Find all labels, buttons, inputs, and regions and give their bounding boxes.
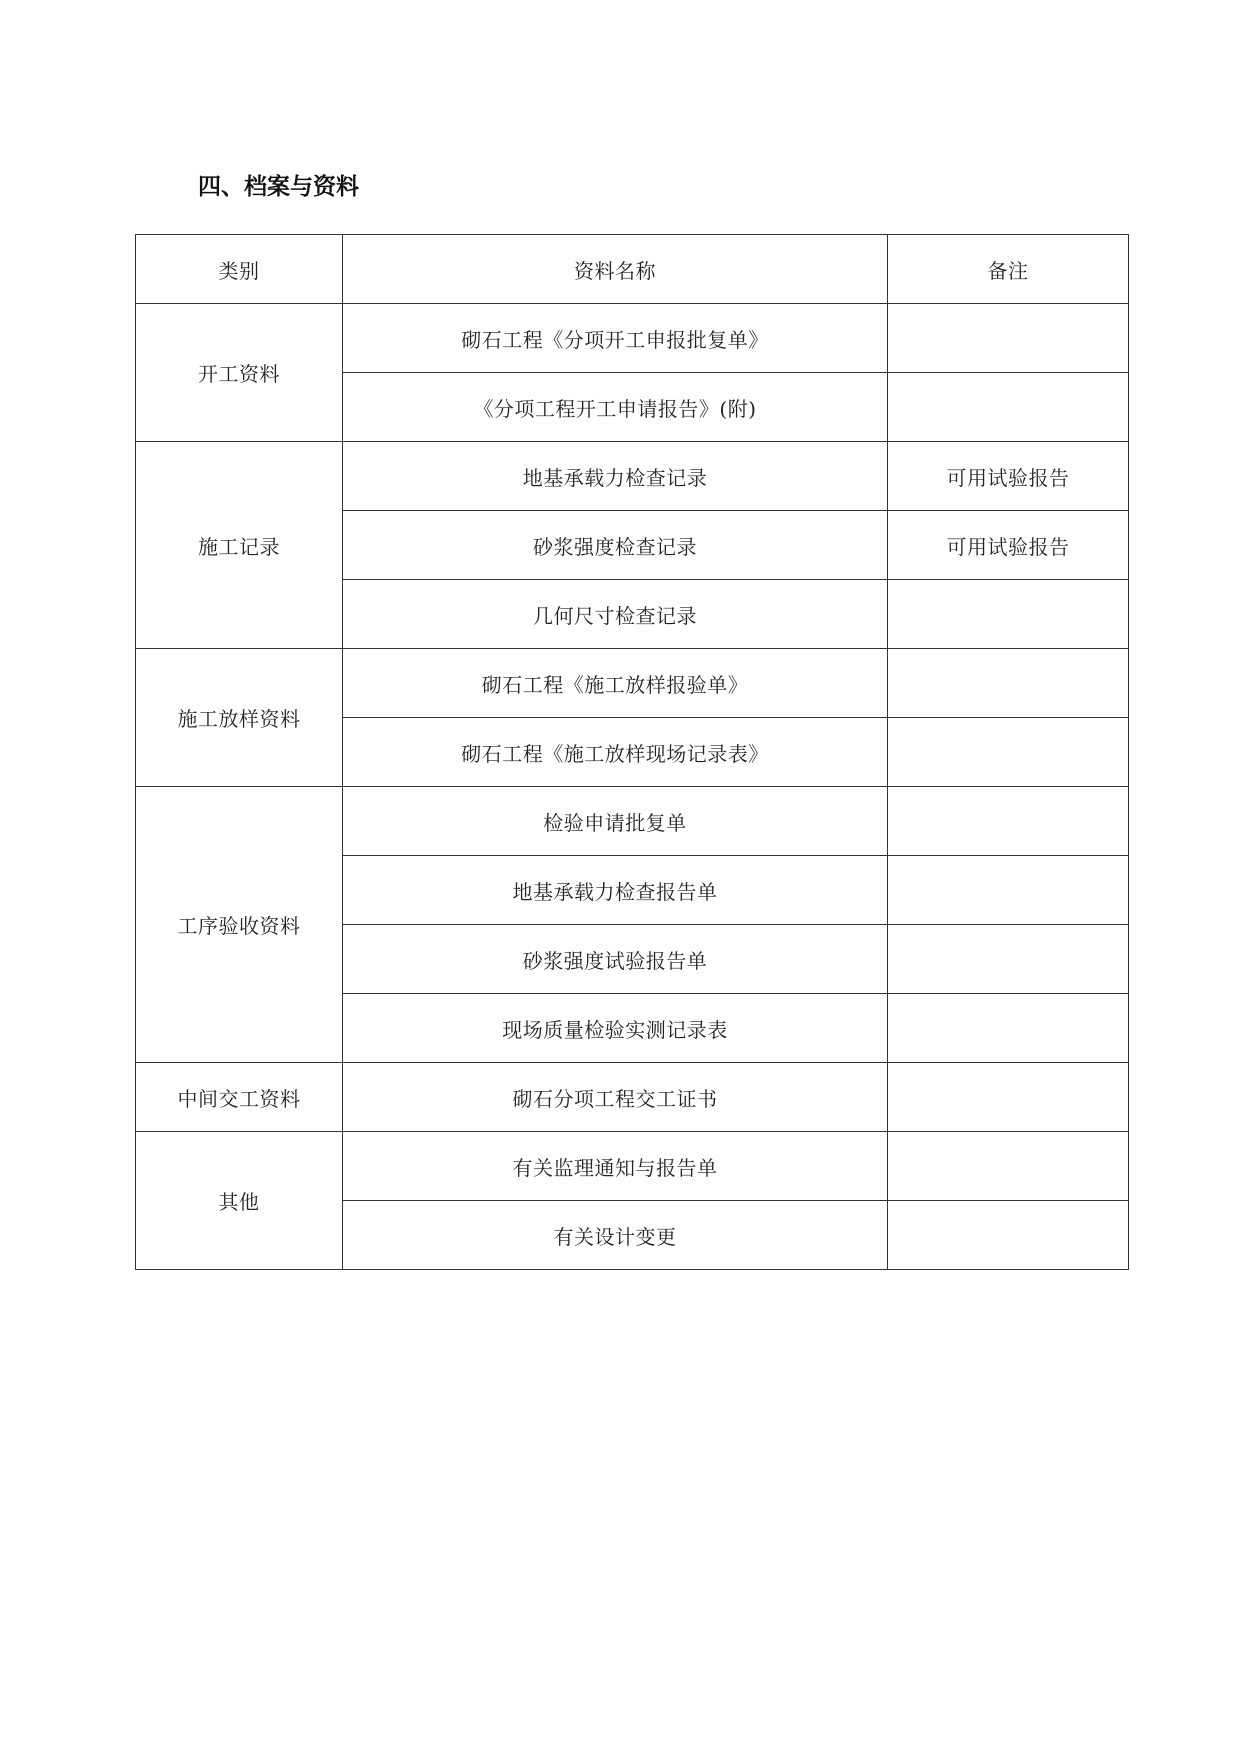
remark-cell: [888, 994, 1129, 1063]
table-row: [136, 1132, 1129, 1201]
document-name-cell: 《分项工程开工申请报告》(附): [343, 373, 888, 442]
header-name: 资料名称: [343, 235, 888, 304]
remark-cell: [888, 580, 1129, 649]
category-cell: 施工放样资料: [136, 649, 343, 787]
table-row: [136, 304, 1129, 373]
remark-cell: [888, 1132, 1129, 1201]
remark-cell: [888, 304, 1129, 373]
document-name-cell: 检验申请批复单: [343, 787, 888, 856]
remark-cell: [888, 373, 1129, 442]
table-row: [136, 442, 1129, 511]
category-cell: 其他: [136, 1132, 343, 1270]
document-name-cell: 几何尺寸检查记录: [343, 580, 888, 649]
remark-cell: [888, 856, 1129, 925]
remark-cell: [888, 925, 1129, 994]
document-name-cell: 地基承载力检查记录: [343, 442, 888, 511]
document-name-cell: 砂浆强度试验报告单: [343, 925, 888, 994]
category-cell: 施工记录: [136, 442, 343, 649]
archive-table: [135, 234, 1129, 1270]
document-name-cell: 砌石工程《施工放样现场记录表》: [343, 718, 888, 787]
remark-cell: [888, 1201, 1129, 1270]
category-cell: 工序验收资料: [136, 787, 343, 1063]
remark-cell: 可用试验报告: [888, 442, 1129, 511]
remark-cell: [888, 718, 1129, 787]
category-cell: 开工资料: [136, 304, 343, 442]
remark-cell: [888, 1063, 1129, 1132]
header-category: 类别: [136, 235, 343, 304]
remark-cell: [888, 787, 1129, 856]
document-name-cell: 砌石工程《施工放样报验单》: [343, 649, 888, 718]
document-name-cell: 地基承载力检查报告单: [343, 856, 888, 925]
remark-cell: 可用试验报告: [888, 511, 1129, 580]
table-row: [136, 649, 1129, 718]
header-remark: 备注: [888, 235, 1129, 304]
document-name-cell: 有关监理通知与报告单: [343, 1132, 888, 1201]
document-name-cell: 砂浆强度检查记录: [343, 511, 888, 580]
document-name-cell: 砌石工程《分项开工申报批复单》: [343, 304, 888, 373]
table-row: [136, 787, 1129, 856]
table-row: [136, 1063, 1129, 1132]
document-name-cell: 现场质量检验实测记录表: [343, 994, 888, 1063]
section-title: 四、档案与资料: [198, 174, 359, 200]
document-name-cell: 有关设计变更: [343, 1201, 888, 1270]
table-header-row: [136, 235, 1129, 304]
document-name-cell: 砌石分项工程交工证书: [343, 1063, 888, 1132]
category-cell: 中间交工资料: [136, 1063, 343, 1132]
remark-cell: [888, 649, 1129, 718]
